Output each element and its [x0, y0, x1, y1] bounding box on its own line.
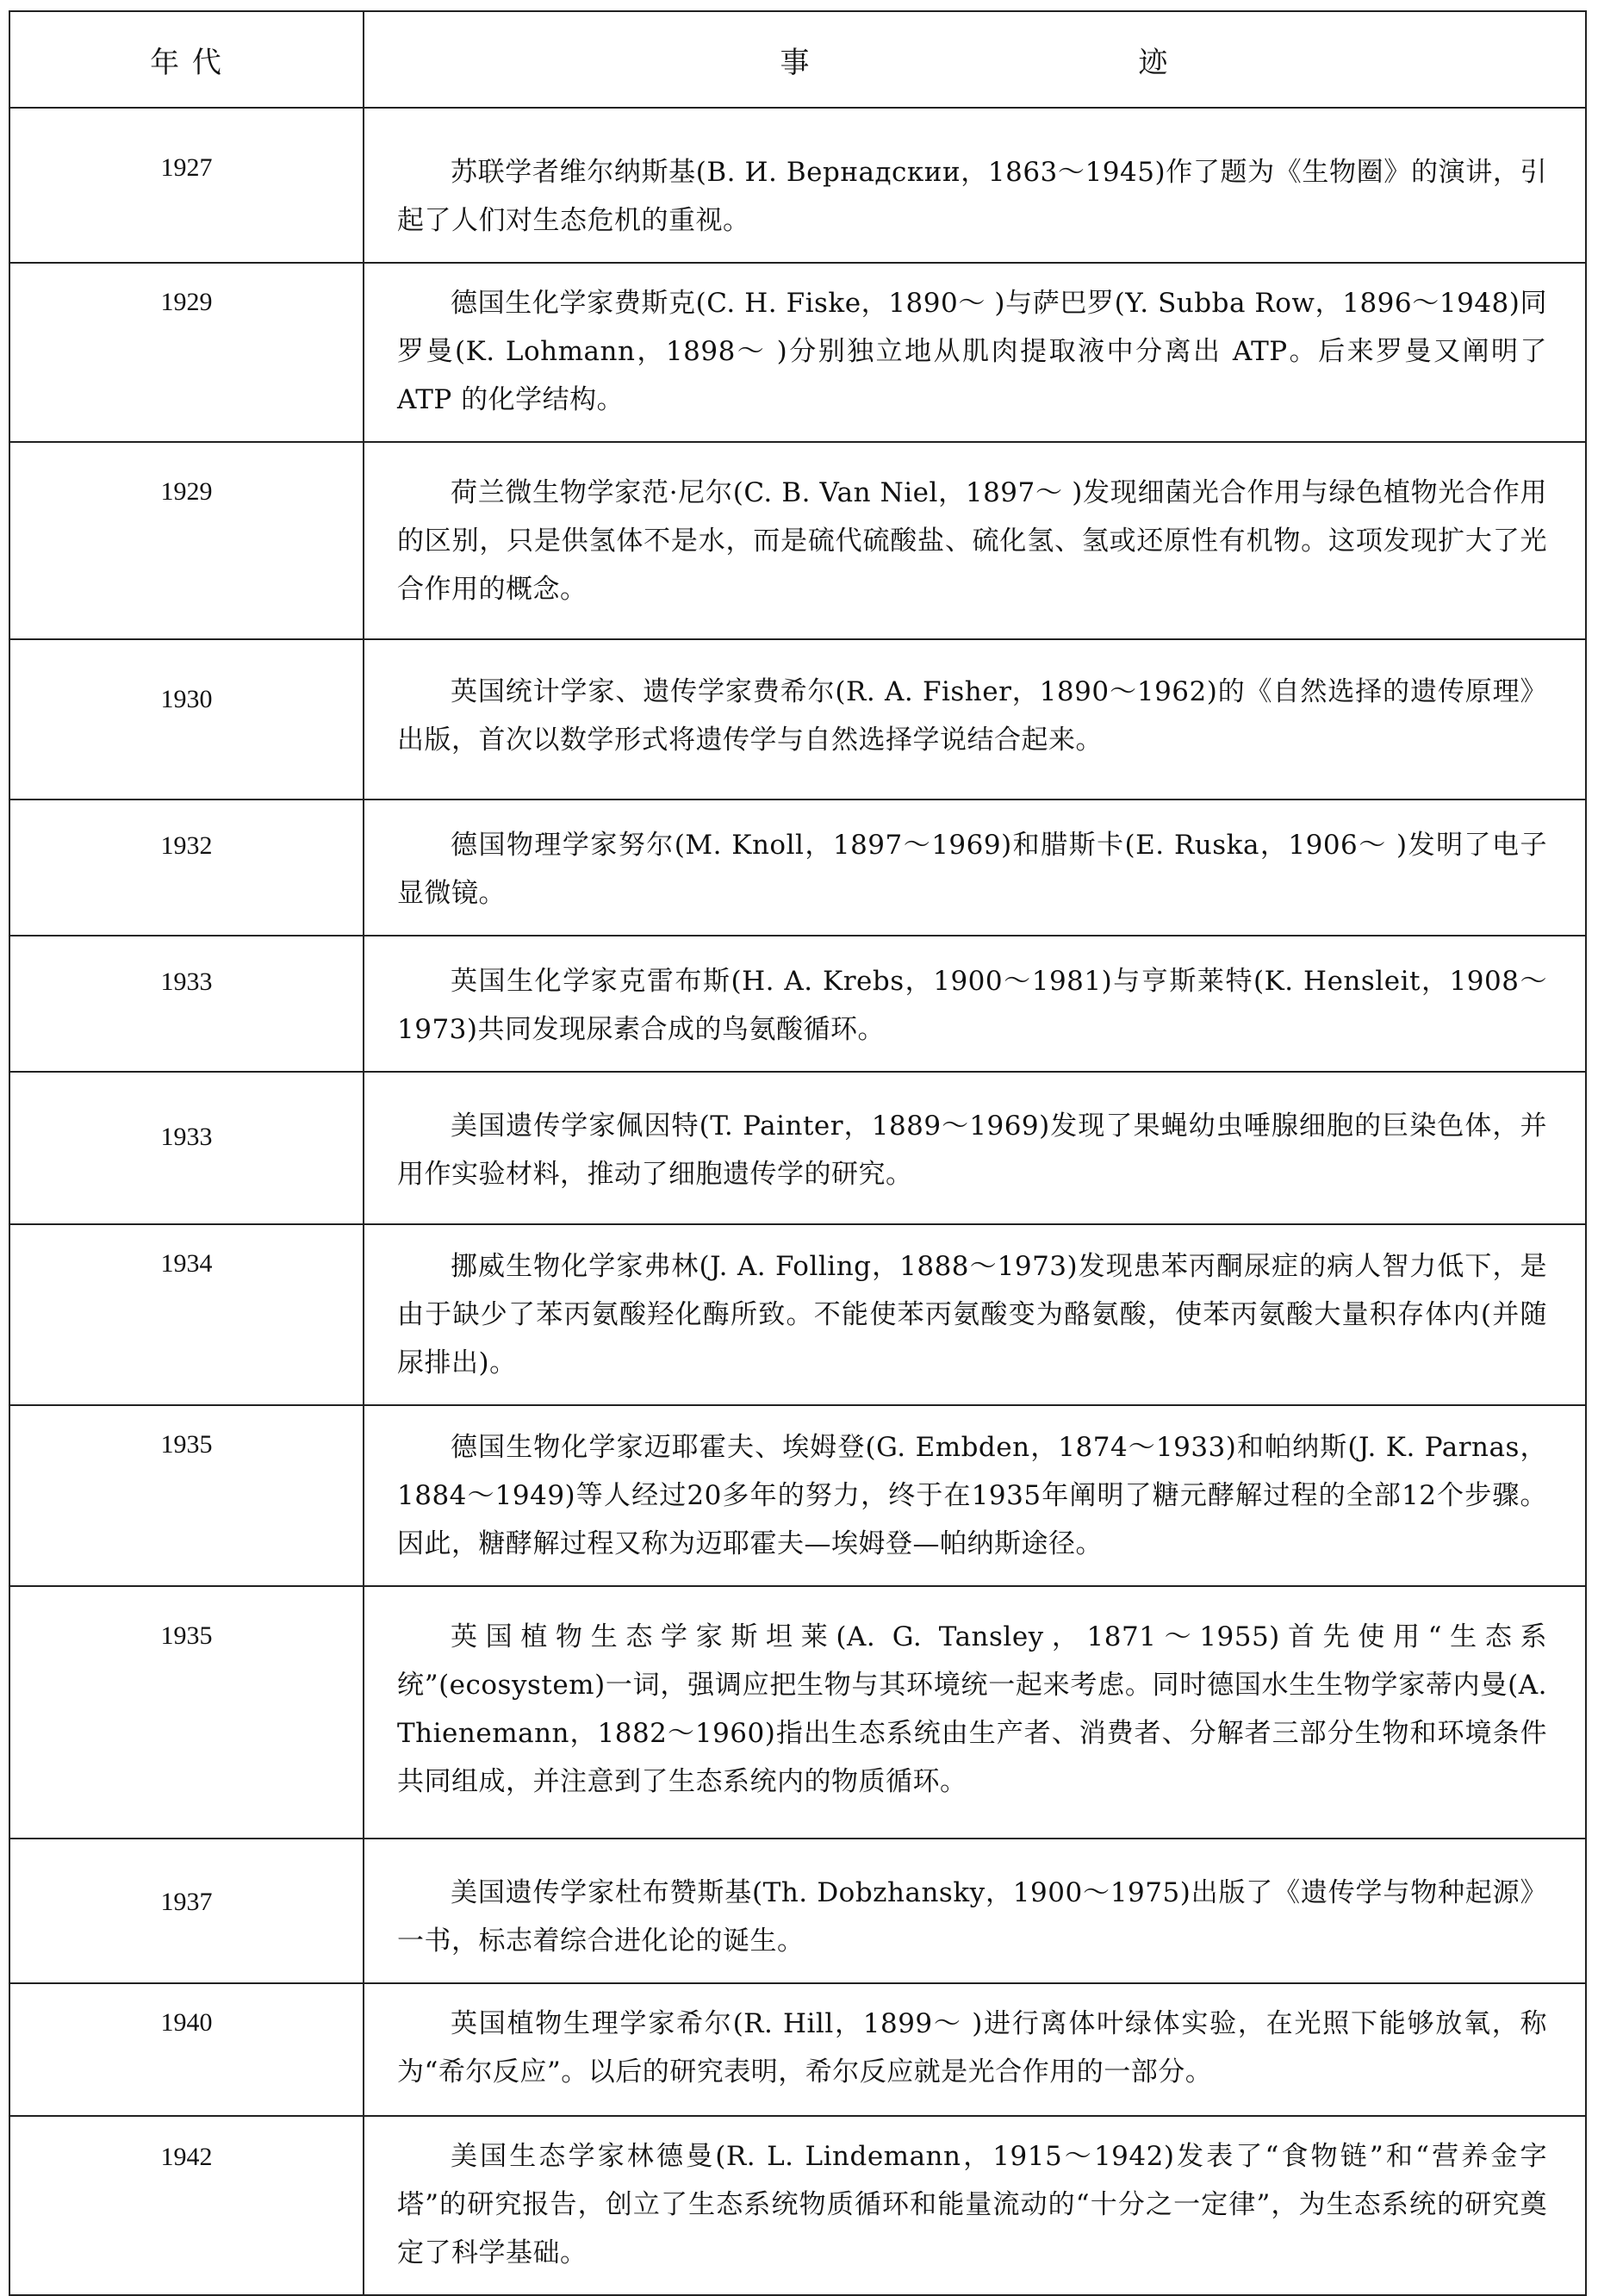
header-row	[9, 11, 1586, 108]
event-cell: 德国生物化学家迈耶霍夫、埃姆登(G. Embden，1874～1933)和帕纳斯(J. K. Parnas，1884～1949)等人经过20多年的努力，终于在1935年阐明了糖元酵解过程的全部12个步骤。因此，糖酵解过程又称为迈耶霍夫—埃姆登—帕纳斯途径。	[364, 1405, 1586, 1586]
event-cell: 英国生化学家克雷布斯(H. A. Krebs，1900～1981)与亨斯莱特(K. Hensleit，1908～1973)共同发现尿素合成的鸟氨酸循环。	[364, 936, 1586, 1072]
year-cell: 1942	[9, 2116, 364, 2295]
event-cell: 德国物理学家努尔(M. Knoll，1897～1969)和腊斯卡(E. Ruska，1906～ )发明了电子显微镜。	[364, 800, 1586, 936]
chronology-table	[9, 10, 1587, 2296]
table-row	[9, 1072, 1586, 1224]
table-row	[9, 1839, 1586, 1983]
event-cell: 荷兰微生物学家范·尼尔(C. B. Van Niel，1897～ )发现细菌光合作用与绿色植物光合作用的区别，只是供氢体不是水，而是硫代硫酸盐、硫化氢、氢或还原性有机物。这项发现扩大了光合作用的概念。	[364, 442, 1586, 639]
header-year: 年 代	[9, 11, 364, 108]
event-cell: 美国遗传学家佩因特(T. Painter，1889～1969)发现了果蝇幼虫唾腺细胞的巨染色体，并用作实验材料，推动了细胞遗传学的研究。	[364, 1072, 1586, 1224]
table-row	[9, 442, 1586, 639]
year-cell: 1940	[9, 1983, 364, 2116]
event-cell: 英国统计学家、遗传学家费希尔(R. A. Fisher，1890～1962)的《自然选择的遗传原理》出版，首次以数学形式将遗传学与自然选择学说结合起来。	[364, 639, 1586, 800]
year-cell: 1930	[9, 639, 364, 800]
event-cell: 英国植物生理学家希尔(R. Hill，1899～ )进行离体叶绿体实验，在光照下能够放氧，称为“希尔反应”。以后的研究表明，希尔反应就是光合作用的一部分。	[364, 1983, 1586, 2116]
year-cell: 1932	[9, 800, 364, 936]
header-event	[364, 11, 1586, 108]
year-cell: 1935	[9, 1586, 364, 1839]
table-row	[9, 1983, 1586, 2116]
event-cell: 英国植物生态学家斯坦莱(A. G. Tansley，1871～1955)首先使用“生态系统”(ecosystem)一词，强调应把生物与其环境统一起来考虑。同时德国水生生物学家蒂内曼(A. Thienemann，1882～1960)指出生态系统由生产者、消费者、分解者三部分生物和环境条件共同组成，并注意到了生态系统内的物质循环。	[364, 1586, 1586, 1839]
header-event-char-2: 迹	[1138, 45, 1170, 80]
year-cell: 1937	[9, 1839, 364, 1983]
year-cell: 1933	[9, 1072, 364, 1224]
year-cell: 1935	[9, 1405, 364, 1586]
year-cell: 1934	[9, 1224, 364, 1405]
event-cell: 美国遗传学家杜布赞斯基(Th. Dobzhansky，1900～1975)出版了《遗传学与物种起源》一书，标志着综合进化论的诞生。	[364, 1839, 1586, 1983]
table-row	[9, 263, 1586, 442]
table-row	[9, 1586, 1586, 1839]
event-cell: 德国生化学家费斯克(C. H. Fiske，1890～ )与萨巴罗(Y. Subba Row，1896～1948)同罗曼(K. Lohmann，1898～ )分别独立地从肌肉提取液中分离出 ATP。后来罗曼又阐明了 ATP 的化学结构。	[364, 263, 1586, 442]
table-row	[9, 639, 1586, 800]
year-cell: 1929	[9, 442, 364, 639]
year-cell: 1929	[9, 263, 364, 442]
event-cell: 美国生态学家林德曼(R. L. Lindemann，1915～1942)发表了“食物链”和“营养金字塔”的研究报告，创立了生态系统物质循环和能量流动的“十分之一定律”，为生态系统的研究奠定了科学基础。	[364, 2116, 1586, 2295]
event-cell: 苏联学者维尔纳斯基(В. И. Вернадскии，1863～1945)作了题为《生物圈》的演讲，引起了人们对生态危机的重视。	[364, 108, 1586, 263]
year-cell: 1933	[9, 936, 364, 1072]
table-row	[9, 800, 1586, 936]
table-row	[9, 1405, 1586, 1586]
table-row	[9, 936, 1586, 1072]
chronology-table-wrapper	[9, 10, 1585, 2296]
year-cell: 1927	[9, 108, 364, 263]
table-row	[9, 2116, 1586, 2295]
event-cell: 挪威生物化学家弗林(J. A. Folling，1888～1973)发现患苯丙酮尿症的病人智力低下，是由于缺少了苯丙氨酸羟化酶所致。不能使苯丙氨酸变为酪氨酸，使苯丙氨酸大量积存体内(并随尿排出)。	[364, 1224, 1586, 1405]
table-row	[9, 108, 1586, 263]
header-event-char-1: 事	[780, 45, 811, 80]
table-row	[9, 1224, 1586, 1405]
